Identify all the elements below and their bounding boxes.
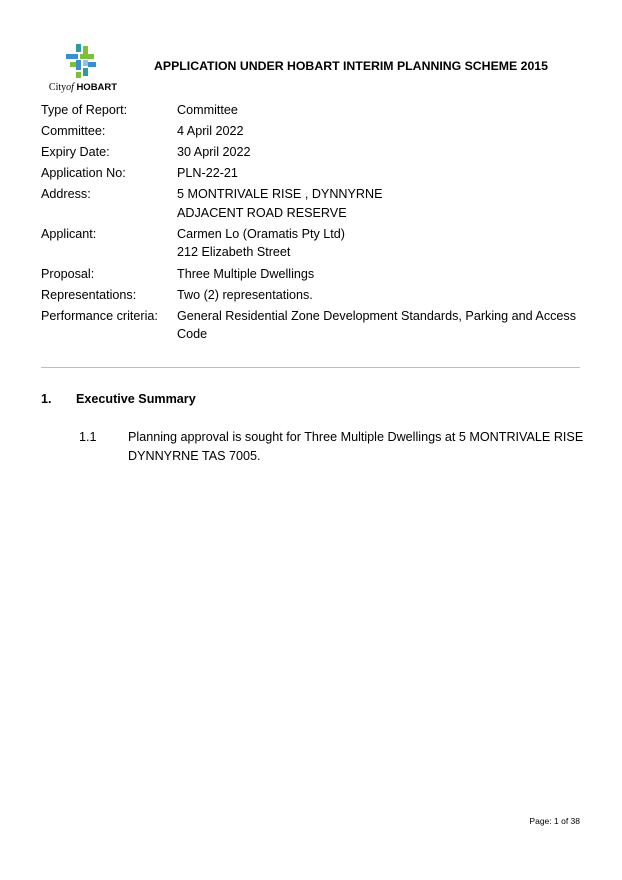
detail-value [177,307,581,344]
detail-value-line: Three Multiple Dwellings [177,266,315,281]
logo-block-6 [83,60,88,66]
detail-label: Proposal: [41,266,95,281]
logo-block-9 [83,68,88,76]
detail-value-line: 212 Elizabeth Street [177,245,291,260]
logo-block-7 [70,62,76,67]
detail-value [177,122,581,141]
section-heading [41,392,196,406]
paragraph-number: 1.1 [79,430,97,444]
detail-value [177,101,581,120]
detail-label: Representations: [41,287,137,302]
section-divider [41,367,580,368]
detail-row [41,265,581,284]
detail-value-line: Two (2) representations. [177,287,313,302]
logo-wordmark: Cityof HOBART [48,82,118,93]
page-number: Page: 1 of 38 [529,816,580,826]
logo-block-3 [66,54,78,59]
section-title: Executive Summary [76,392,196,406]
logo-block-10 [76,72,81,78]
detail-value-line: 30 April 2022 [177,145,251,160]
detail-label: Performance criteria: [41,308,158,323]
detail-row [41,307,581,344]
hobart-logo-icon [62,42,102,82]
detail-value [177,164,581,183]
detail-row [41,122,581,141]
logo-block-4 [80,54,94,59]
detail-value [177,225,581,262]
detail-label: Address: [41,187,91,202]
detail-label: Committee: [41,124,106,139]
detail-row [41,164,581,183]
detail-value-line: ADJACENT ROAD RESERVE [177,205,347,220]
paragraph-text: Planning approval is sought for Three Multiple Dwellings at 5 MONTRIVALE RISE DYNNYRNE TAS 7005. [128,430,584,463]
detail-row [41,286,581,305]
detail-row [41,225,581,262]
detail-value-line: Code [177,327,208,342]
detail-label: Application No: [41,166,126,181]
detail-label: Applicant: [41,226,97,241]
logo-block-5 [76,60,81,70]
city-of-hobart-logo [40,42,126,96]
detail-value [177,286,581,305]
detail-value [177,185,581,222]
detail-value-line: 5 MONTRIVALE RISE , DYNNYRNE [177,187,383,202]
application-details [41,101,581,346]
detail-row [41,143,581,162]
detail-value [177,143,581,162]
detail-value [177,265,581,284]
logo-block-2 [83,46,88,54]
detail-label: Type of Report: [41,103,128,117]
section-number: 1. [41,392,52,406]
paragraph-1-1 [79,428,584,465]
detail-label: Expiry Date: [41,145,110,160]
detail-value-line: PLN-22-21 [177,166,238,181]
detail-value-line: 4 April 2022 [177,124,244,139]
detail-row [41,185,581,222]
document-title: APPLICATION UNDER HOBART INTERIM PLANNING SCHEME 2015 [154,59,548,73]
detail-row [41,101,581,120]
logo-block-1 [76,44,81,52]
detail-value-line: General Residential Zone Development Standards, Parking and Access [177,308,577,323]
detail-value-line: Carmen Lo (Oramatis Pty Ltd) [177,226,345,241]
detail-value-line: Committee [177,103,238,117]
logo-block-8 [88,62,96,67]
